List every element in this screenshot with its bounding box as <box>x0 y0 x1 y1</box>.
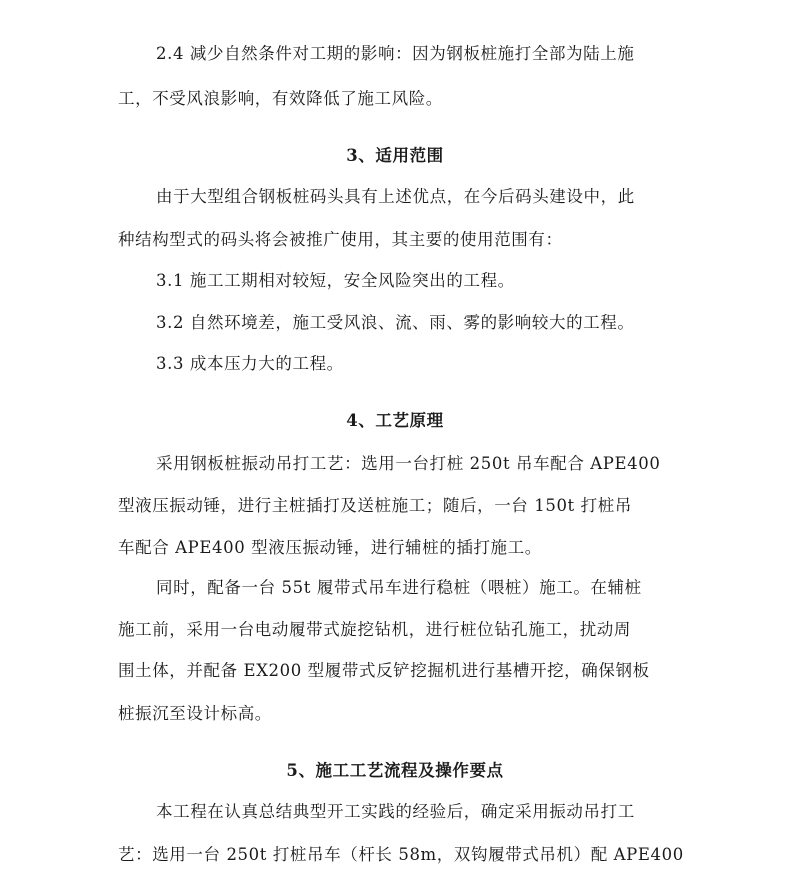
item-2-4-line1: 2.4 减少自然条件对工期的影响：因为钢板桩施打全部为陆上施 <box>156 44 635 63</box>
section-3-intro-line1: 由于大型组合钢板桩码头具有上述优点，在今后码头建设中，此 <box>156 187 635 206</box>
section-3-heading: 3、适用范围 <box>346 146 444 165</box>
section-5-heading: 5、施工工艺流程及操作要点 <box>286 761 504 780</box>
section-5-p1-line1: 本工程在认真总结典型开工实践的经验后，确定采用振动吊打工 <box>156 802 635 821</box>
section-4-heading: 4、工艺原理 <box>346 411 444 430</box>
section-4-p1-line2: 型液压振动锤，进行主桩插打及送桩施工；随后，一台 150t 打桩吊 <box>118 496 632 515</box>
item-3-1: 3.1 施工工期相对较短，安全风险突出的工程。 <box>156 271 515 290</box>
section-4-p1-line3: 车配合 APE400 型液压振动锤，进行辅桩的插打施工。 <box>118 538 542 557</box>
section-4-p2-line2: 施工前，采用一台电动履带式旋挖钻机，进行桩位钻孔施工，扰动周 <box>118 620 631 639</box>
section-5-p1-line2: 艺：选用一台 250t 打桩吊车（杆长 58m，双钩履带式吊机）配 APE400 <box>118 845 684 864</box>
item-3-3: 3.3 成本压力大的工程。 <box>156 354 344 373</box>
item-2-4-line2: 工，不受风浪影响，有效降低了施工风险。 <box>118 89 443 108</box>
section-4-p2-line3: 围土体，并配备 EX200 型履带式反铲挖掘机进行基槽开挖，确保钢板 <box>118 661 650 680</box>
item-3-2: 3.2 自然环境差，施工受风浪、流、雨、雾的影响较大的工程。 <box>156 313 635 332</box>
section-4-p2-line4: 桩振沉至设计标高。 <box>118 704 272 723</box>
section-4-p1-line1: 采用钢板桩振动吊打工艺：选用一台打桩 250t 吊车配合 APE400 <box>156 454 661 473</box>
section-3-intro-line2: 种结构型式的码头将会被推广使用，其主要的使用范围有： <box>118 230 563 249</box>
section-4-p2-line1: 同时，配备一台 55t 履带式吊车进行稳桩（喂桩）施工。在辅桩 <box>156 578 642 597</box>
